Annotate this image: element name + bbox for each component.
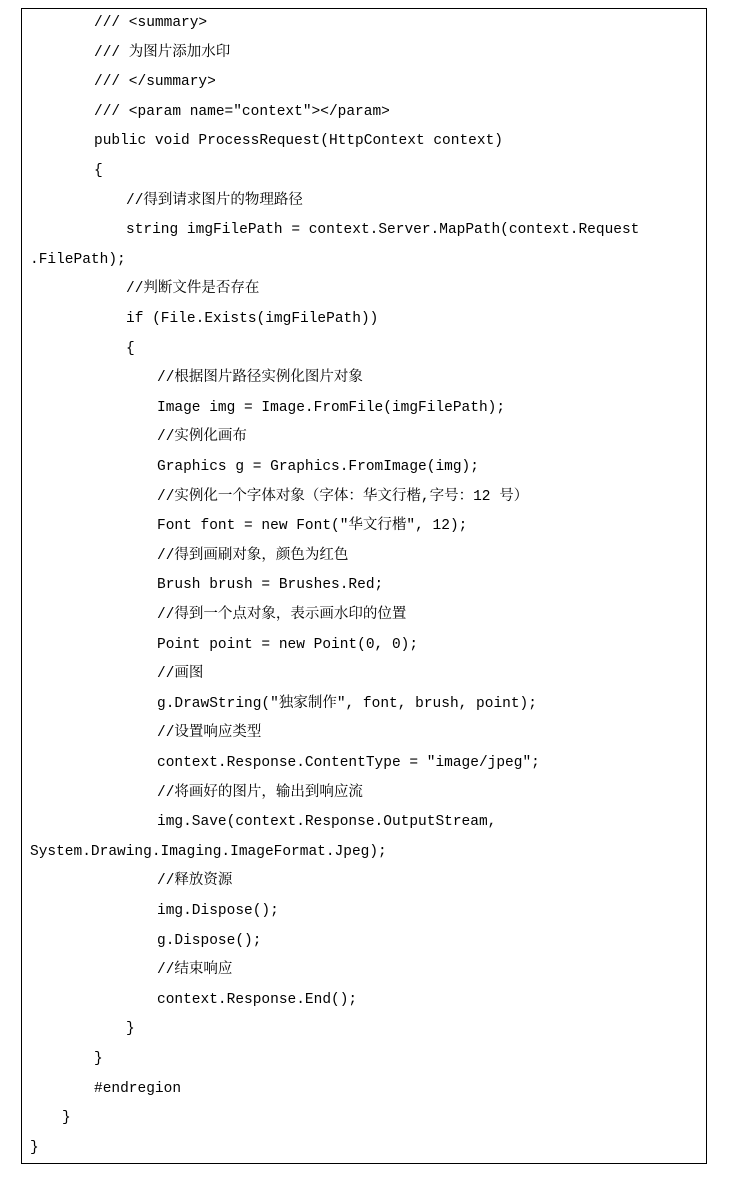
- code-line: Point point = new Point(0, 0);: [157, 636, 419, 653]
- code-line: //得到一个点对象，表示画水印的位置: [157, 607, 407, 623]
- code-line: context.Response.End();: [157, 991, 358, 1008]
- code-line: }: [62, 1110, 71, 1127]
- code-line: Brush brush = Brushes.Red;: [157, 577, 384, 594]
- code-line: //实例化一个字体对象（字体：华文行楷,字号：12 号）: [157, 488, 529, 505]
- code-line: }: [94, 1051, 103, 1067]
- code-line: }: [126, 1021, 135, 1038]
- code-line: Font font = new Font("华文行楷", 12);: [157, 518, 468, 535]
- code-line: /// 为图片添加水印: [94, 44, 231, 61]
- code-line: if (File.Exists(imgFilePath)): [126, 311, 379, 327]
- code-line: }: [30, 1139, 39, 1156]
- code-line: Graphics g = Graphics.FromImage(img);: [157, 459, 479, 475]
- code-line: Image img = Image.FromFile(imgFilePath);: [157, 399, 506, 416]
- code-line: //释放资源: [157, 873, 233, 890]
- code-line: context.Response.ContentType = "image/jpeg";: [157, 755, 540, 771]
- code-line: {: [126, 340, 135, 357]
- code-line: public void ProcessRequest(HttpContext context): [94, 133, 503, 150]
- code-line: string imgFilePath = context.Server.MapPath(context.Request: [126, 222, 640, 239]
- code-line: //得到请求图片的物理路径: [126, 192, 303, 209]
- code-line: #endregion: [94, 1080, 182, 1097]
- code-line: g.Dispose();: [157, 932, 262, 949]
- code-line: //根据图片路径实例化图片对象: [157, 370, 363, 387]
- code-line: //判断文件是否存在: [126, 281, 260, 298]
- code-line: //得到画刷对象，颜色为红色: [157, 547, 349, 564]
- code-line: /// <param name="context"></param>: [94, 103, 390, 120]
- code-line: System.Drawing.Imaging.ImageFormat.Jpeg);: [30, 843, 387, 860]
- code-line: //设置响应类型: [157, 725, 262, 742]
- code-line: //结束响应: [157, 962, 233, 979]
- code-line: /// </summary>: [94, 74, 216, 91]
- code-line: //实例化画布: [157, 429, 247, 446]
- code-line: //将画好的图片，输出到响应流: [157, 784, 363, 801]
- code-line: //画图: [157, 666, 204, 683]
- code-line: {: [94, 163, 103, 179]
- code-line: img.Dispose();: [157, 903, 279, 919]
- code-line: .FilePath);: [30, 251, 126, 268]
- code-line: /// <summary>: [94, 15, 208, 31]
- code-line: g.DrawString("独家制作", font, brush, point);: [157, 695, 537, 712]
- code-line: img.Save(context.Response.OutputStream,: [157, 814, 497, 831]
